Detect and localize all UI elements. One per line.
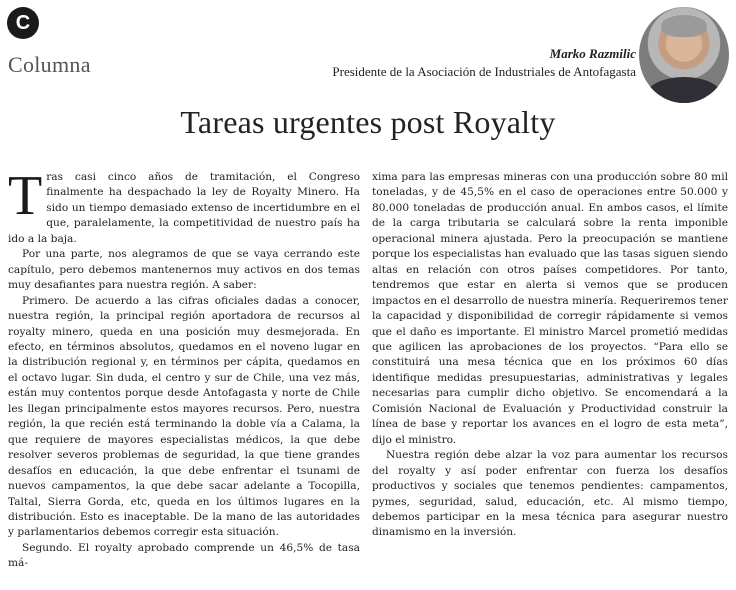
article-paragraph: Primero. De acuerdo a las cifras oficiales dadas a conocer, nuestra región, la principal región aportadora de recursos al royalty minero, queda en una posición muy desmejorada. En efecto, en términos absolutos, quedamos en el noveno lugar en la distribución regional y, en términos per cápita, quedamos en el octavo lugar. Sin duda, el centro y sur de Chile, una vez más, están muy contentos porque desde Antofagasta y norte de Chile les llegan principalmente estos mayores recursos. Pero, nuestra región, la que recién está terminando la doble vía a Calama, la que requiere de mayores especialistas médicos, la que debe resolver severos problemas de seguridad, la que tiene grandes desafíos en educación, la que debe enfrentar el tsunami de nuevos campamentos, la que debe sacar adelante a Tocopilla, Taltal, Sierra Gorda, etc, queda en los últimos lugares en la distribución. Esto es inaceptable. De la mano de las autoridades y parlamentarios debemos corregir esta situación. <box>8 294 360 539</box>
drop-cap: T <box>8 165 43 227</box>
article-left-column <box>8 165 360 572</box>
author-photo-shoulders <box>645 77 723 103</box>
article-paragraph <box>8 165 360 247</box>
article-paragraph: Segundo. El royalty aprobado comprende un 46,5% de tasa má- <box>8 541 360 570</box>
article-paragraph: Por una parte, nos alegramos de que se vaya cerrando este capítulo, pero debemos mantenernos muy activos en dos temas muy desafiantes para nuestra región. A saber: <box>8 248 360 292</box>
section-badge: C <box>7 7 39 39</box>
author-photo-hair <box>661 15 707 37</box>
article-paragraph: Nuestra región debe alzar la voz para aumentar los recursos del royalty y así poder enfrentar con fuerza los desafíos productivos y sociales que tenemos pendientes: campamentos, pymes, seguridad, salud, educación, etc. Al mismo tiempo, debemos participar en la mesa técnica para asegurar nuestro dinamismo en la inversión. <box>372 449 728 539</box>
section-label: Columna <box>8 52 91 77</box>
article-right-column <box>372 170 728 541</box>
author-photo <box>639 7 729 103</box>
paragraph-text: ras casi cinco años de tramitación, el Congreso finalmente ha despachado la ley de Royalty Minero. Ha sido un tiempo demasiado extenso de incertidumbre en el que, paralelamente, la competitividad de nuestro país ha ido a la baja. <box>8 171 360 245</box>
author-name: Marko Razmilic <box>549 46 636 61</box>
article-title: Tareas urgentes post Royalty <box>180 104 556 140</box>
author-role: Presidente de la Asociación de Industriales de Antofagasta <box>332 64 636 79</box>
article-paragraph: xima para las empresas mineras con una producción sobre 80 mil toneladas, y de 45,5% en el caso de operaciones entre 50.000 y 80.000 toneladas de producción anual. En ambos casos, el límite de la carga tributaria se calculará sobre la renta imponible operacional minera ajustada. Pero la preocupación se mantiene porque los especialistas han evaluado que las tasas siguen siendo altas en relación con otros países competidores. Por tanto, tendremos que estar en alerta si vemos que se producen impactos en el desarrollo de nuestra minería. Requeriremos tener la capacidad y disponibilidad de corregir rápidamente si vemos que el daño es importante. El ministro Marcel prometió medidas que agilicen las aprobaciones de los proyectos. “Para ello se constituirá una mesa técnica que en los próximos 60 días identifique medidas presupuestarias, administrativas y legales necesarias para cumplir dicho objetivo. Se encomendará a la Comisión Nacional de Evaluación y Productividad construir la línea de base y reportar los avances en el logro de esta meta”, dijo el ministro. <box>372 171 728 446</box>
